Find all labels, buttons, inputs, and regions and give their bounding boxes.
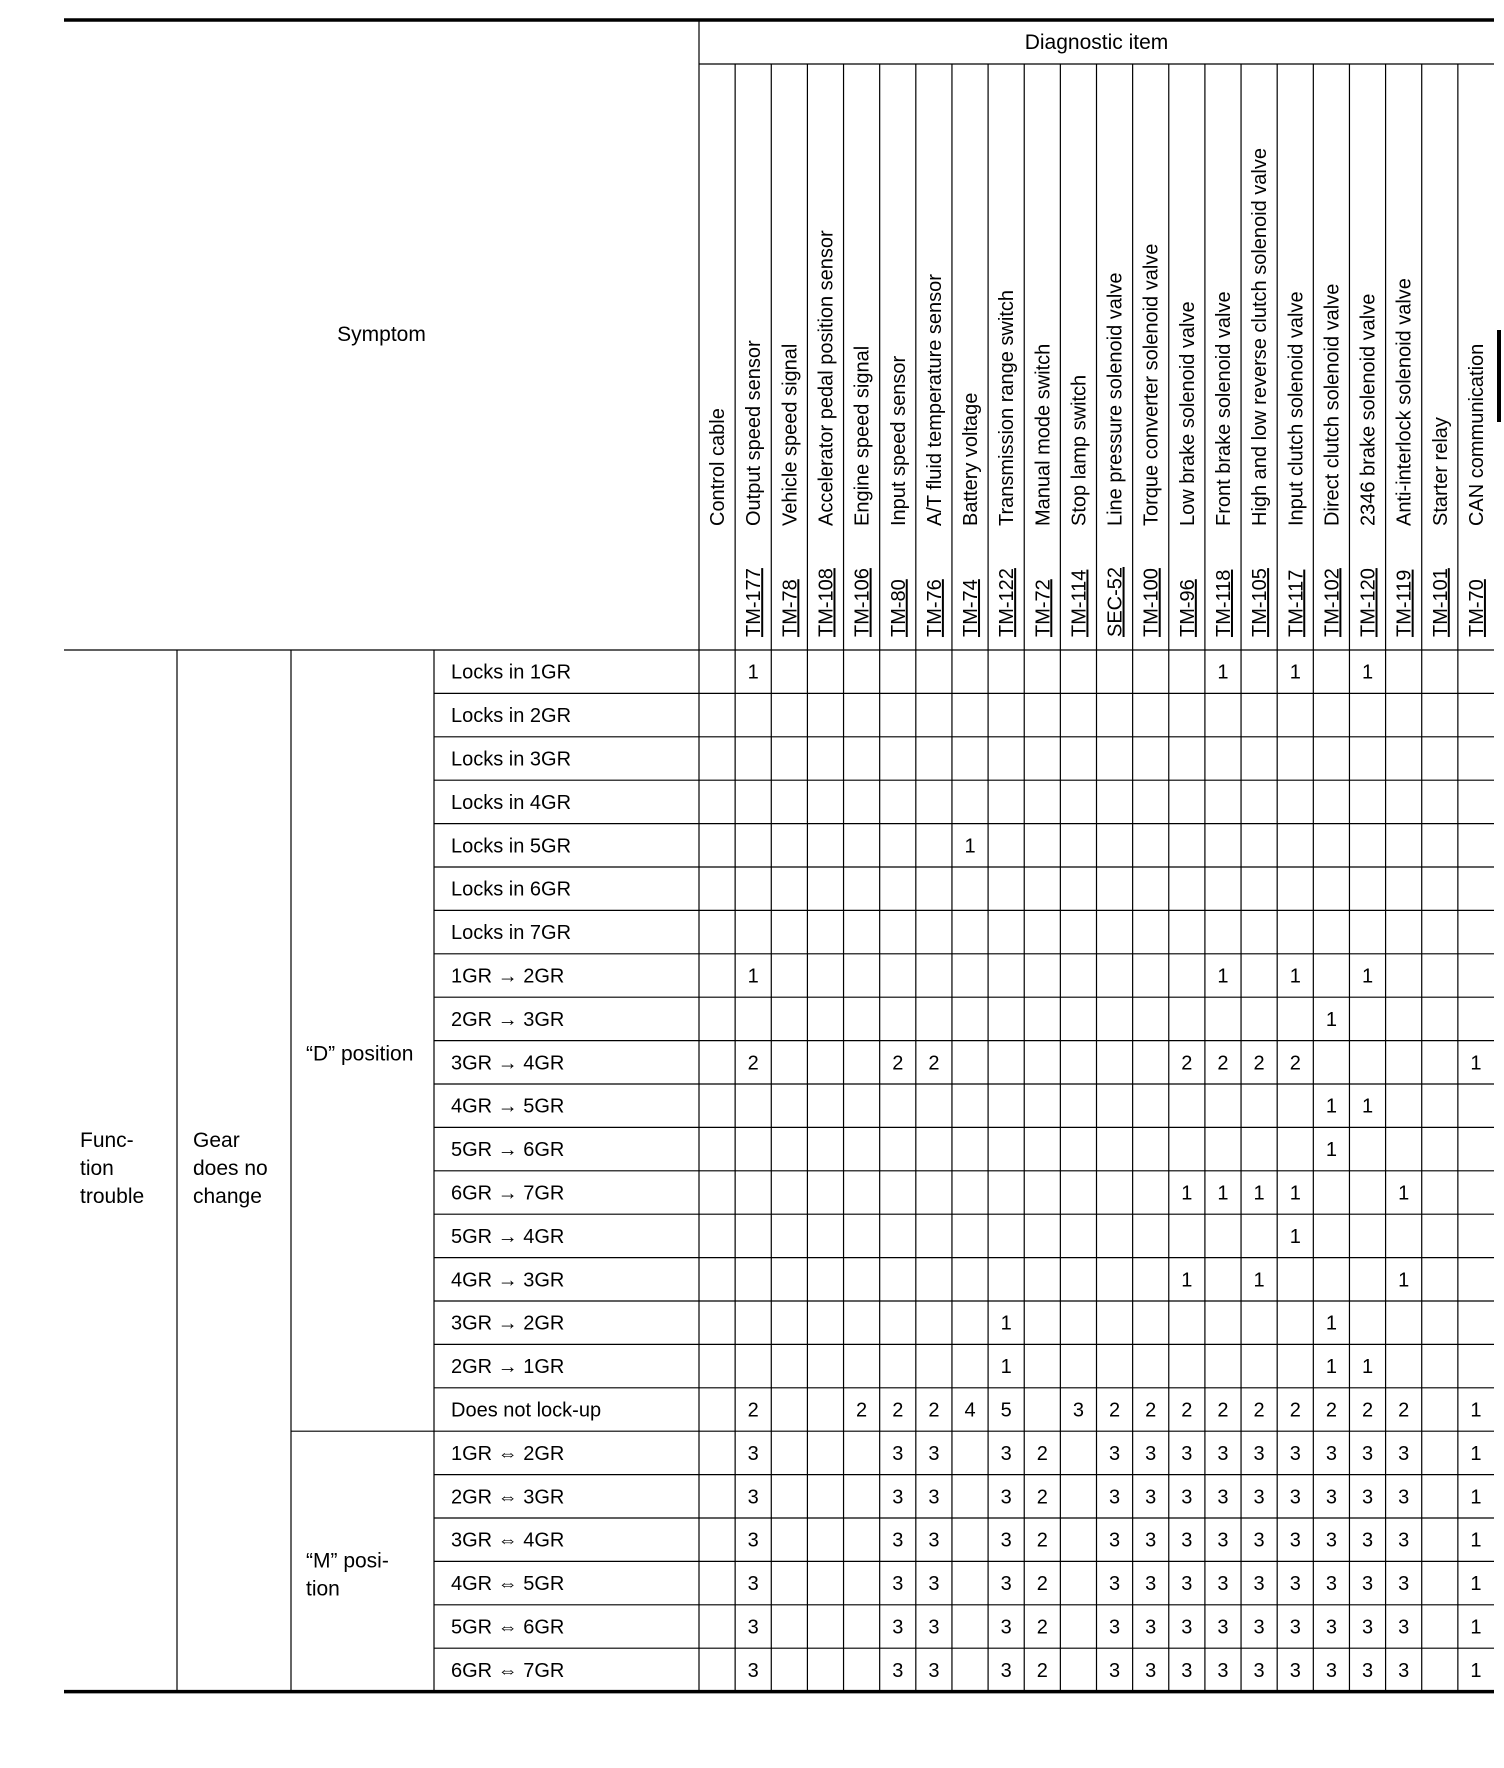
table-cell: 3	[1109, 1659, 1121, 1682]
table-cell: 3	[1325, 1573, 1337, 1596]
table-cell: 3	[1361, 1442, 1374, 1465]
table-cell: 2	[892, 1052, 904, 1075]
table-cell: 2	[1289, 1399, 1301, 1422]
table-cell: 1	[1253, 1182, 1265, 1205]
table-cell: 1	[1217, 1182, 1229, 1205]
column-header-name: High and low reverse clutch solenoid valve	[1249, 148, 1272, 526]
table-cell: 1	[964, 835, 976, 858]
table-cell: 2	[1109, 1399, 1121, 1422]
table-cell: 1	[1470, 1442, 1482, 1465]
column-header-name: Line pressure solenoid valve	[1104, 272, 1127, 526]
table-cell: 3	[1398, 1616, 1410, 1639]
row-label: 5GR → 4GR	[451, 1225, 565, 1248]
table-cell: 2	[1181, 1052, 1193, 1075]
table-cell: 1	[1470, 1529, 1482, 1552]
row-label: 5GR ⇔ 6GR	[451, 1616, 565, 1639]
table-cell: 2	[1217, 1399, 1229, 1422]
table-cell: 1	[747, 661, 759, 684]
table-cell: 3	[1145, 1616, 1157, 1639]
table-cell: 3	[1253, 1442, 1265, 1465]
table-cell: 3	[1253, 1573, 1265, 1596]
column-header-name: Battery voltage	[960, 392, 983, 526]
column-header-ref: TM-117	[1285, 569, 1308, 637]
row-label: 3GR ⇔ 4GR	[451, 1529, 565, 1552]
table-cell: 3	[1325, 1442, 1337, 1465]
row-label: Locks in 1GR	[451, 661, 572, 684]
table-cell: 3	[1253, 1616, 1265, 1639]
table-cell: 3	[928, 1486, 940, 1509]
table-cell: 3	[1000, 1486, 1012, 1509]
table-cell: 2	[1036, 1442, 1048, 1465]
table-cell: 2	[1036, 1529, 1048, 1552]
table-cell: 3	[1253, 1529, 1265, 1552]
table-cell: 2	[928, 1399, 940, 1422]
table-cell: 1	[1470, 1616, 1482, 1639]
table-cell: 3	[892, 1529, 904, 1552]
table-cell: 3	[1289, 1486, 1301, 1509]
column-header-name: Engine speed signal	[851, 345, 874, 526]
table-cell: 4	[964, 1399, 976, 1422]
table-cell: 3	[1109, 1616, 1121, 1639]
table-cell: 2	[928, 1052, 940, 1075]
table-cell: 1	[1289, 1225, 1301, 1248]
row-label: 6GR ⇔ 7GR	[451, 1659, 565, 1682]
table-cell: 2	[1398, 1399, 1410, 1422]
column-header-ref: TM-78	[779, 579, 802, 637]
group-function-trouble: Func-tion trouble	[80, 1129, 145, 1208]
table-cell: 3	[1181, 1529, 1193, 1552]
row-label: 1GR → 2GR	[451, 965, 565, 988]
table-cell: 3	[747, 1616, 759, 1639]
table-cell: 3	[1325, 1529, 1337, 1552]
table-cell: 3	[928, 1659, 940, 1682]
group-m-position: “M” posi-tion	[306, 1549, 389, 1601]
table-cell: 2	[1036, 1486, 1048, 1509]
column-header-name: Anti-interlock solenoid valve	[1393, 278, 1416, 526]
table-cell: 3	[1000, 1659, 1012, 1682]
table-cell: 3	[1398, 1659, 1410, 1682]
table-cell: 1	[1325, 1095, 1337, 1118]
table-cell: 3	[1217, 1442, 1229, 1465]
column-header-ref: SEC-52	[1104, 566, 1127, 637]
column-header-name: Output speed sensor	[743, 340, 766, 526]
table-cell: 1	[1325, 1312, 1337, 1335]
row-label: 4GR → 5GR	[451, 1095, 565, 1118]
table-cell: 1	[1361, 661, 1374, 684]
table-cell: 3	[1325, 1659, 1337, 1682]
table-cell: 3	[1361, 1486, 1374, 1509]
table-cell: 3	[1361, 1616, 1374, 1639]
table-cell: 2	[1145, 1399, 1157, 1422]
table-cell: 3	[1398, 1529, 1410, 1552]
table-cell: 3	[1181, 1616, 1193, 1639]
column-header-ref: TM-101	[1429, 568, 1452, 637]
table-cell: 3	[747, 1486, 759, 1509]
page-edge-mark	[1497, 330, 1501, 422]
table-cell: 3	[1325, 1486, 1337, 1509]
table-cell: 3	[1325, 1616, 1337, 1639]
table-cell: 3	[1000, 1616, 1012, 1639]
table-cell: 1	[1325, 1139, 1337, 1162]
column-header-ref: TM-74	[960, 579, 983, 637]
table-cell: 3	[1109, 1529, 1121, 1552]
table-cell: 1	[1000, 1312, 1012, 1335]
table-cell: 2	[856, 1399, 868, 1422]
table-cell: 3	[1361, 1659, 1374, 1682]
table-cell: 2	[1361, 1399, 1374, 1422]
table-cell: 1	[1181, 1182, 1193, 1205]
table-cell: 3	[1398, 1442, 1410, 1465]
column-header-ref: TM-108	[815, 568, 838, 637]
row-label: 5GR → 6GR	[451, 1139, 565, 1162]
column-header-name: Input clutch solenoid valve	[1285, 291, 1308, 526]
table-cell: 1	[1289, 661, 1301, 684]
table-cell: 2	[1036, 1573, 1048, 1596]
row-label: 4GR ⇔ 5GR	[451, 1573, 565, 1596]
table-cell: 3	[928, 1529, 940, 1552]
row-label: 4GR → 3GR	[451, 1269, 565, 1292]
row-label: Locks in 3GR	[451, 748, 572, 771]
table-cell: 1	[1361, 1095, 1374, 1118]
table-cell: 1	[1325, 1356, 1337, 1379]
row-label: Locks in 6GR	[451, 878, 572, 901]
table-cell: 2	[1253, 1399, 1265, 1422]
row-label: 3GR → 4GR	[451, 1052, 565, 1075]
column-header-ref: TM-76	[923, 579, 946, 637]
table-cell: 1	[1470, 1052, 1482, 1075]
table-cell: 3	[1000, 1573, 1012, 1596]
column-header-ref: TM-72	[1032, 579, 1055, 637]
column-header-name: Stop lamp switch	[1068, 374, 1091, 526]
table-cell: 3	[747, 1442, 759, 1465]
row-label: Locks in 7GR	[451, 922, 572, 945]
table-cell: 2	[892, 1399, 904, 1422]
table-cell: 3	[1398, 1486, 1410, 1509]
column-header-ref: TM-118	[1212, 569, 1235, 637]
table-cell: 3	[1000, 1529, 1012, 1552]
column-header-name: Input speed sensor	[887, 355, 910, 526]
table-cell: 1	[1181, 1269, 1193, 1292]
column-header-ref: TM-100	[1140, 568, 1163, 637]
column-header-name: Control cable	[707, 408, 730, 526]
table-cell: 3	[1289, 1659, 1301, 1682]
table-cell: 1	[1361, 1356, 1374, 1379]
diagnostic-item-header: Diagnostic item	[1024, 31, 1169, 54]
column-header-name: Manual mode switch	[1032, 343, 1055, 526]
table-cell: 2	[747, 1052, 759, 1075]
row-label: 2GR → 1GR	[451, 1356, 565, 1379]
table-cell: 3	[892, 1616, 904, 1639]
table-cell: 3	[1398, 1573, 1410, 1596]
table-cell: 3	[1253, 1659, 1265, 1682]
column-header-ref: TM-70	[1465, 579, 1488, 637]
table-cell: 2	[1217, 1052, 1229, 1075]
table-cell: 3	[1361, 1529, 1374, 1552]
table-cell: 3	[1145, 1529, 1157, 1552]
column-header-name: Low brake solenoid valve	[1176, 301, 1199, 526]
table-cell: 3	[1181, 1659, 1193, 1682]
table-cell: 1	[1217, 965, 1229, 988]
table-cell: 3	[747, 1529, 759, 1552]
table-cell: 3	[1217, 1616, 1229, 1639]
table-cell: 3	[892, 1573, 904, 1596]
table-cell: 3	[747, 1573, 759, 1596]
table-cell: 1	[1470, 1659, 1482, 1682]
row-label: Locks in 2GR	[451, 705, 572, 728]
column-header-name: CAN communication	[1465, 343, 1488, 526]
table-cell: 3	[1289, 1442, 1301, 1465]
table-cell: 3	[1289, 1573, 1301, 1596]
table-cell: 3	[1217, 1659, 1229, 1682]
table-cell: 3	[1109, 1442, 1121, 1465]
table-cell: 1	[1217, 661, 1229, 684]
table-cell: 3	[1000, 1442, 1012, 1465]
table-cell: 1	[1361, 965, 1374, 988]
table-cell: 2	[1036, 1659, 1048, 1682]
row-label: Locks in 5GR	[451, 835, 572, 858]
table-cell: 2	[1289, 1052, 1301, 1075]
table-cell: 3	[1145, 1442, 1157, 1465]
table-cell: 3	[1181, 1486, 1193, 1509]
group-gear-no-change: Gear does no change	[193, 1129, 268, 1208]
row-label: 1GR ⇔ 2GR	[451, 1442, 565, 1465]
table-cell: 1	[1000, 1356, 1012, 1379]
table-cell: 2	[1253, 1052, 1265, 1075]
table-cell: 3	[1361, 1573, 1374, 1596]
table-cell: 1	[1325, 1008, 1337, 1031]
column-header-name: A/T fluid temperature sensor	[923, 274, 946, 526]
row-label: 2GR → 3GR	[451, 1008, 565, 1031]
column-header-ref: TM-106	[851, 568, 874, 637]
table-cell: 3	[892, 1659, 904, 1682]
table-cell: 3	[928, 1616, 940, 1639]
column-header-ref: TM-177	[743, 568, 766, 637]
symptom-header: Symptom	[337, 323, 426, 346]
table-cell: 3	[892, 1442, 904, 1465]
table-cell: 3	[1289, 1529, 1301, 1552]
table-cell: 1	[1253, 1269, 1265, 1292]
column-header-name: Accelerator pedal position sensor	[815, 230, 838, 526]
table-cell: 1	[1289, 965, 1301, 988]
row-label: 3GR → 2GR	[451, 1312, 565, 1335]
table-cell: 3	[1181, 1573, 1193, 1596]
table-cell: 3	[1145, 1486, 1157, 1509]
table-cell: 3	[1217, 1486, 1229, 1509]
table-cell: 1	[1398, 1182, 1410, 1205]
table-cell: 3	[747, 1659, 759, 1682]
column-header-ref: TM-102	[1321, 568, 1344, 637]
column-header-name: Vehicle speed signal	[779, 343, 802, 526]
row-label: 2GR ⇔ 3GR	[451, 1486, 565, 1509]
table-cell: 1	[1398, 1269, 1410, 1292]
column-header-name: Starter relay	[1429, 417, 1452, 526]
row-label: Locks in 4GR	[451, 791, 572, 814]
column-header-ref: TM-120	[1357, 568, 1380, 637]
table-cell: 3	[928, 1573, 940, 1596]
table-cell: 3	[1145, 1573, 1157, 1596]
group-d-position: “D” position	[306, 1042, 414, 1066]
column-header-name: Torque converter solenoid valve	[1140, 243, 1163, 526]
table-cell: 5	[1000, 1399, 1012, 1422]
table-cell: 3	[928, 1442, 940, 1465]
column-header-ref: TM-114	[1068, 569, 1091, 637]
table-cell: 3	[1289, 1616, 1301, 1639]
table-cell: 2	[747, 1399, 759, 1422]
table-cell: 3	[1217, 1573, 1229, 1596]
table-cell: 3	[1217, 1529, 1229, 1552]
table-cell: 1	[1289, 1182, 1301, 1205]
table-cell: 3	[1072, 1399, 1084, 1422]
column-header-ref: TM-80	[887, 579, 910, 637]
column-header-name: Front brake solenoid valve	[1212, 291, 1235, 526]
table-cell: 3	[892, 1486, 904, 1509]
column-header-name: Direct clutch solenoid valve	[1321, 283, 1344, 526]
table-cell: 3	[1109, 1486, 1121, 1509]
table-cell: 2	[1181, 1399, 1193, 1422]
row-label: 6GR → 7GR	[451, 1182, 565, 1205]
table-cell: 3	[1145, 1659, 1157, 1682]
table-cell: 2	[1036, 1616, 1048, 1639]
column-header-ref: TM-119	[1393, 569, 1416, 637]
column-header-ref: TM-122	[996, 568, 1019, 637]
table-cell: 3	[1181, 1442, 1193, 1465]
row-label: Does not lock-up	[451, 1399, 602, 1422]
table-cell: 3	[1109, 1573, 1121, 1596]
table-cell: 2	[1325, 1399, 1337, 1422]
table-cell: 1	[1470, 1573, 1482, 1596]
table-cell: 1	[1470, 1399, 1482, 1422]
column-header-name: Transmission range switch	[996, 289, 1019, 526]
table-cell: 1	[747, 965, 759, 988]
table-cell: 3	[1253, 1486, 1265, 1509]
column-header-name: 2346 brake solenoid valve	[1357, 293, 1380, 526]
column-header-ref: TM-96	[1176, 579, 1199, 637]
column-header-ref: TM-105	[1249, 568, 1272, 637]
table-cell: 1	[1470, 1486, 1482, 1509]
